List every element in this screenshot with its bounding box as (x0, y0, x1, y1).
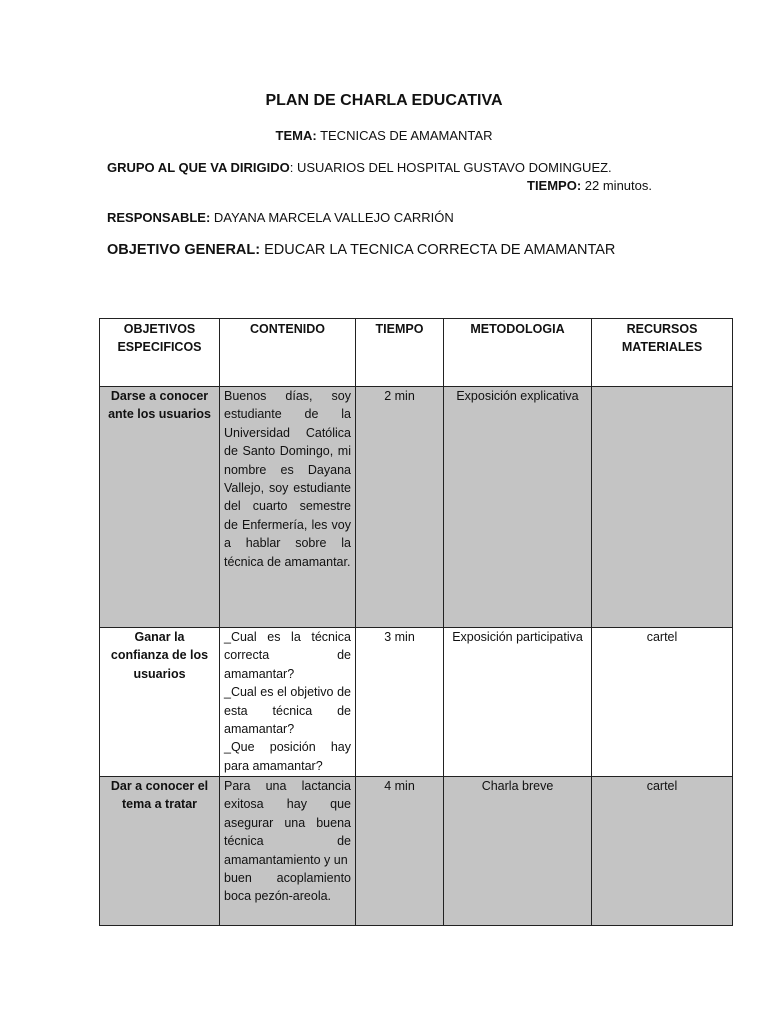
cell-recursos: cartel (592, 777, 733, 926)
cell-recursos (592, 387, 733, 628)
cell-objetivo: Darse a conocer ante los usuarios (100, 387, 220, 628)
contenido-line: _Cual es la técnica correcta de amamantar? (224, 630, 351, 681)
cell-tiempo: 2 min (356, 387, 444, 628)
tema-line (0, 128, 768, 143)
tiempo-value: 22 minutos. (581, 178, 652, 193)
header-contenido: CONTENIDO (220, 319, 356, 387)
objetivo-general-value: EDUCAR LA TECNICA CORRECTA DE AMAMANTAR (260, 242, 616, 258)
contenido-line: Para una lactancia exitosa hay que asegurar una buena técnica de amamantamiento y un (224, 779, 351, 867)
header-recursos: RECURSOS MATERIALES (592, 319, 733, 387)
grupo-label: GRUPO AL QUE VA DIRIGIDO (107, 160, 290, 175)
header-metodologia: METODOLOGIA (444, 319, 592, 387)
cell-metodologia: Exposición explicativa (444, 387, 592, 628)
contenido-line: _Cual es el objetivo de esta técnica de amamantar? (224, 685, 351, 737)
cell-metodologia: Exposición participativa (444, 628, 592, 777)
objetivo-general-label: OBJETIVO GENERAL: (107, 242, 261, 258)
header-tiempo: TIEMPO (356, 319, 444, 387)
table-row (100, 387, 733, 628)
contenido-line: buen acoplamiento boca pezón-areola. (224, 871, 351, 904)
table-row (100, 777, 733, 926)
grupo-line (107, 160, 612, 175)
responsable-value: DAYANA MARCELA VALLEJO CARRIÓN (210, 210, 454, 225)
cell-contenido (220, 628, 356, 777)
cell-metodologia: Charla breve (444, 777, 592, 926)
table-header-row (100, 319, 733, 387)
responsable-line (107, 210, 454, 225)
tema-value: TECNICAS DE AMAMANTAR (316, 128, 493, 143)
cell-tiempo: 3 min (356, 628, 444, 777)
responsable-label: RESPONSABLE: (107, 210, 211, 225)
tiempo-label: TIEMPO: (527, 178, 582, 193)
header-objetivos: OBJETIVOS ESPECIFICOS (100, 319, 220, 387)
grupo-value: : USUARIOS DEL HOSPITAL GUSTAVO DOMINGUEZ. (289, 160, 612, 175)
plan-table (99, 318, 733, 926)
cell-objetivo: Dar a conocer el tema a tratar (100, 777, 220, 926)
cell-tiempo: 4 min (356, 777, 444, 926)
contenido-line: _Que posición hay para amamantar? (224, 740, 351, 773)
cell-contenido (220, 387, 356, 628)
tema-label: TEMA: (275, 128, 317, 143)
cell-contenido (220, 777, 356, 926)
cell-objetivo: Ganar la confianza de los usuarios (100, 628, 220, 777)
document-title: PLAN DE CHARLA EDUCATIVA (265, 92, 503, 109)
table-row (100, 628, 733, 777)
contenido-line: Buenos días, soy estudiante de la Universidad Católica de Santo Domingo, mi nombre es Dayana Vallejo, soy estudiante del cuarto semestre de Enfermería, les voy a hablar sobre la técnica de amamantar. (224, 389, 351, 569)
cell-recursos: cartel (592, 628, 733, 777)
tiempo-line (527, 178, 652, 193)
objetivo-general-line (107, 242, 615, 258)
